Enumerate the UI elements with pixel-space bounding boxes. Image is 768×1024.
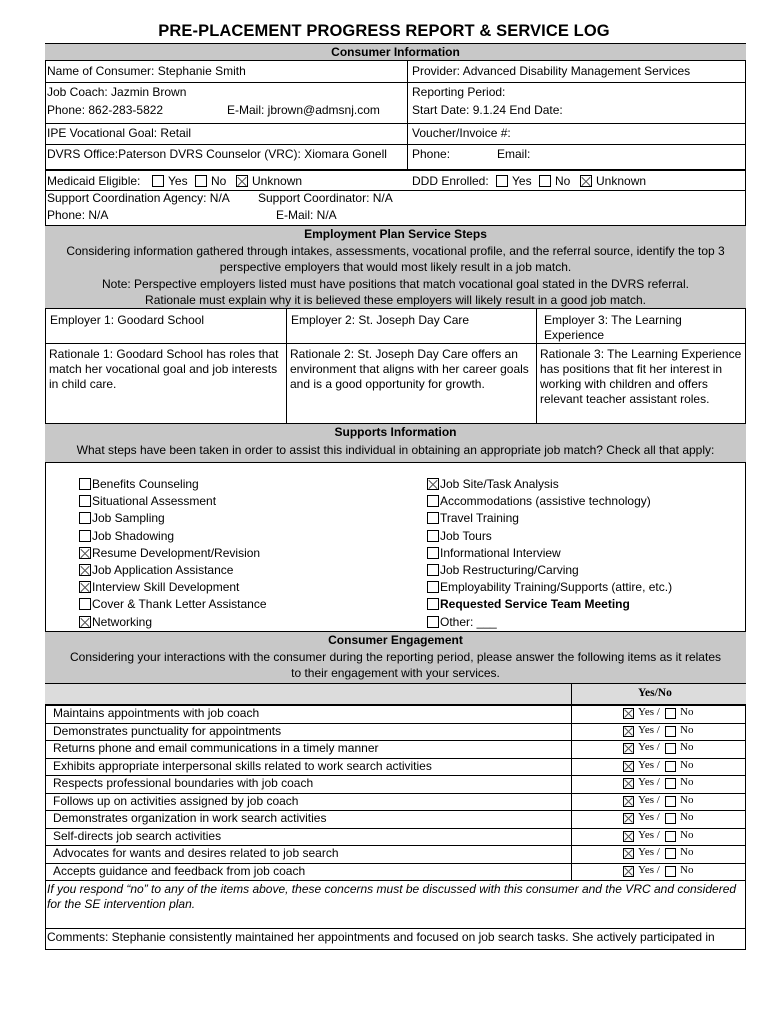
comments: Comments: Stephanie consistently maintained her appointments and focused on job search tasks. She actively participated in	[47, 930, 715, 944]
medicaid-unknown-checkbox[interactable]	[236, 175, 248, 187]
row-divider	[45, 928, 746, 929]
reporting-period: Reporting Period:	[412, 85, 506, 99]
engagement-yes-label: Yes /	[638, 863, 660, 876]
engagement-yes-checkbox[interactable]	[623, 866, 634, 877]
engagement-no-checkbox[interactable]	[665, 708, 676, 719]
consumer-name: Name of Consumer: Stephanie Smith	[47, 64, 246, 78]
column-divider	[286, 309, 287, 423]
engagement-item-label: Returns phone and email communications in a timely manner	[53, 741, 379, 755]
dvrs-office: DVRS Office:Paterson DVRS Counselor (VRC): Xiomara Gonell	[47, 147, 387, 161]
support-label: Networking	[92, 614, 153, 629]
engagement-yes-label: Yes /	[638, 811, 660, 823]
engagement-item-label: Demonstrates punctuality for appointments	[53, 723, 282, 738]
row-divider	[45, 144, 746, 145]
support-checkbox[interactable]	[79, 598, 91, 610]
supports-question: What steps have been taken in order to assist this individual in obtaining an appropriate job match? Check all that apply:	[76, 442, 715, 457]
support-label: Informational Interview	[440, 545, 561, 560]
engagement-yes-label: Yes /	[638, 776, 660, 788]
support-label: Interview Skill Development	[92, 580, 240, 595]
engagement-no-checkbox[interactable]	[665, 831, 676, 842]
medicaid-label: Medicaid Eligible:	[47, 174, 141, 188]
medicaid-no-checkbox[interactable]	[195, 175, 207, 187]
medicaid-yes-label: Yes	[168, 174, 188, 188]
engagement-yes-checkbox[interactable]	[623, 831, 634, 842]
engagement-item-label: Maintains appointments with job coach	[53, 706, 260, 720]
row-divider	[45, 880, 746, 881]
engagement-no-label: No	[680, 846, 694, 858]
vrc-email: Email:	[497, 147, 531, 161]
column-divider	[536, 309, 537, 423]
engagement-yes-checkbox[interactable]	[623, 813, 634, 824]
engagement-no-label: No	[680, 706, 694, 718]
vrc-phone: Phone:	[412, 147, 451, 161]
engagement-yes-label: Yes /	[638, 758, 660, 771]
engagement-item-label: Self-directs job search activities	[53, 828, 222, 843]
employer-1: Employer 1: Goodard School	[50, 313, 205, 327]
engagement-yes-label: Yes /	[638, 723, 660, 736]
engagement-yes-checkbox[interactable]	[623, 761, 634, 772]
engagement-item-label: Respects professional boundaries with job coach	[53, 776, 314, 790]
reporting-dates: Start Date: 9.1.24 End Date:	[412, 103, 563, 117]
support-checkbox[interactable]	[79, 530, 91, 542]
engagement-yes-checkbox[interactable]	[623, 743, 634, 754]
engagement-no-checkbox[interactable]	[665, 848, 676, 859]
engagement-yes-checkbox[interactable]	[623, 796, 634, 807]
row-divider	[45, 82, 746, 83]
engagement-instructions-2: to their engagement with your services.	[291, 666, 500, 680]
supports-header: Supports Information What steps have been taken in order to assist this individual in obtaining an appropriate job match? Check all that apply:	[45, 423, 746, 463]
support-label: Job Restructuring/Carving	[440, 563, 579, 577]
support-checkbox[interactable]	[427, 478, 439, 490]
support-label: Situational Assessment	[92, 494, 217, 509]
sc-email: E-Mail: N/A	[276, 208, 337, 222]
support-checkbox[interactable]	[427, 564, 439, 576]
engagement-yes-label: Yes /	[638, 741, 660, 753]
provider: Provider: Advanced Disability Management Services	[412, 64, 691, 78]
row-divider	[45, 123, 746, 124]
employment-plan-instructions-2: perspective employers that would most likely result in a job match.	[219, 260, 572, 274]
support-checkbox[interactable]	[427, 547, 439, 559]
engagement-item-label: Exhibits appropriate interpersonal skills related to work search activities	[53, 758, 432, 773]
support-label: Job Sampling	[92, 511, 165, 526]
support-label: Job Application Assistance	[92, 563, 234, 577]
medicaid-no-label: No	[211, 174, 227, 188]
engagement-no-label: No	[680, 776, 694, 788]
ddd-yes-checkbox[interactable]	[496, 175, 508, 187]
rationale-1: Rationale 1: Goodard School has roles that match her vocational goal and job interests in child care.	[49, 347, 279, 391]
medicaid-unknown-label: Unknown	[252, 174, 303, 188]
row-divider	[45, 169, 746, 171]
support-label: Requested Service Team Meeting	[440, 597, 630, 612]
medicaid-yes-checkbox[interactable]	[152, 175, 164, 187]
support-checkbox[interactable]	[79, 478, 91, 490]
support-checkbox[interactable]	[79, 512, 91, 524]
engagement-yes-checkbox[interactable]	[623, 726, 634, 737]
employment-plan-rationale-note: Rationale must explain why it is believed these employers will likely result in a good job match.	[145, 293, 646, 307]
engagement-no-checkbox[interactable]	[665, 796, 676, 807]
support-checkbox[interactable]	[79, 581, 91, 593]
engagement-header: Consumer Engagement Considering your interactions with the consumer during the reporting period, please answer the following items as it relates to their engagement with your services.	[45, 631, 746, 684]
engagement-yes-checkbox[interactable]	[623, 848, 634, 859]
engagement-note: If you respond “no” to any of the items above, these concerns must be discussed with this consumer and the VRC and considered for the SE intervention plan.	[47, 882, 737, 911]
engagement-item-label: Follows up on activities assigned by job coach	[53, 793, 299, 808]
engagement-no-checkbox[interactable]	[665, 866, 676, 877]
support-label: Resume Development/Revision	[92, 545, 261, 560]
engagement-no-label: No	[680, 723, 694, 736]
engagement-yes-label: Yes /	[638, 793, 660, 806]
ddd-no-checkbox[interactable]	[539, 175, 551, 187]
page-title: PRE-PLACEMENT PROGRESS REPORT & SERVICE LOG	[158, 22, 610, 40]
support-checkbox[interactable]	[79, 547, 91, 559]
ddd-unknown-checkbox[interactable]	[580, 175, 592, 187]
support-label: Travel Training	[440, 511, 519, 526]
engagement-no-label: No	[680, 741, 694, 753]
support-checkbox[interactable]	[79, 495, 91, 507]
ddd-unknown-label: Unknown	[596, 174, 647, 188]
support-label: Job Tours	[440, 528, 492, 543]
engagement-no-label: No	[680, 758, 694, 771]
engagement-no-checkbox[interactable]	[665, 743, 676, 754]
job-coach-email: E-Mail: jbrown@admsnj.com	[227, 103, 380, 117]
engagement-item-label: Demonstrates organization in work search activities	[53, 811, 327, 825]
job-coach: Job Coach: Jazmin Brown	[47, 85, 187, 99]
support-label: Job Site/Task Analysis	[440, 477, 559, 491]
support-label: Other: ___	[440, 614, 497, 629]
support-label: Benefits Counseling	[92, 477, 199, 491]
support-label: Cover & Thank Letter Assistance	[92, 597, 267, 612]
engagement-yes-label: Yes /	[638, 706, 660, 718]
support-checkbox[interactable]	[427, 616, 439, 628]
ddd-label: DDD Enrolled:	[412, 174, 489, 188]
support-label: Employability Training/Supports (attire, etc.)	[440, 580, 673, 595]
support-checkbox[interactable]	[427, 581, 439, 593]
employment-plan-header: Employment Plan Service Steps Considering information gathered through intakes, assessments, vocational profile, and the referral source, identify the top 3 perspective employers that would most likely result in a job match. Note: Perspective employers listed must have positions that match vocational goal stated in the DVRS referral. Rationale must explain why it is believed these employers will likely result in a good job match.	[45, 225, 746, 309]
voucher: Voucher/Invoice #:	[412, 126, 511, 140]
rationale-3: Rationale 3: The Learning Experience has positions that fit her interest in working with children and offers relevant teacher assistant roles.	[540, 347, 742, 406]
engagement-no-checkbox[interactable]	[665, 761, 676, 772]
job-coach-phone: Phone: 862-283-5822	[47, 103, 164, 117]
support-agency: Support Coordination Agency: N/A	[47, 191, 230, 205]
engagement-yes-label: Yes /	[638, 828, 660, 841]
support-checkbox[interactable]	[79, 564, 91, 576]
column-divider	[571, 684, 572, 881]
engagement-no-label: No	[680, 863, 694, 876]
sc-phone: Phone: N/A	[47, 208, 109, 222]
ddd-yes-label: Yes	[512, 174, 532, 188]
yes-no-header: Yes/No	[638, 687, 672, 699]
support-checkbox[interactable]	[79, 616, 91, 628]
engagement-item-label: Advocates for wants and desires related to job search	[53, 846, 339, 860]
support-checkbox[interactable]	[427, 598, 439, 610]
engagement-instructions-1: Considering your interactions with the consumer during the reporting period, please answer the following items as it relates	[69, 649, 721, 664]
ddd-no-label: No	[555, 174, 571, 188]
row-divider	[45, 343, 746, 344]
employment-plan-note: Note: Perspective employers listed must have positions that match vocational goal stated in the DVRS referral.	[102, 276, 689, 291]
rationale-2: Rationale 2: St. Joseph Day Care offers an environment that aligns with her career goals and is a good opportunity for growth.	[290, 347, 529, 391]
support-coordinator: Support Coordinator: N/A	[258, 191, 393, 205]
ipe-goal: IPE Vocational Goal: Retail	[47, 126, 192, 140]
engagement-no-label: No	[680, 828, 694, 841]
engagement-no-label: No	[680, 793, 694, 806]
engagement-item-label: Accepts guidance and feedback from job coach	[53, 863, 306, 878]
column-divider	[407, 61, 408, 169]
support-checkbox[interactable]	[427, 495, 439, 507]
engagement-yes-checkbox[interactable]	[623, 778, 634, 789]
employer-3: Employer 3: The Learning Experience	[544, 313, 682, 342]
employment-plan-instructions-1: Considering information gathered through intakes, assessments, vocational profile, and the referral source, identify the top 3	[66, 243, 725, 258]
support-checkbox[interactable]	[427, 512, 439, 524]
consumer-info-header: Consumer Information	[45, 43, 746, 61]
engagement-yes-checkbox[interactable]	[623, 708, 634, 719]
support-checkbox[interactable]	[427, 530, 439, 542]
engagement-no-checkbox[interactable]	[665, 813, 676, 824]
engagement-no-checkbox[interactable]	[665, 778, 676, 789]
support-label: Job Shadowing	[92, 528, 175, 543]
engagement-no-checkbox[interactable]	[665, 726, 676, 737]
employer-2: Employer 2: St. Joseph Day Care	[291, 313, 470, 327]
engagement-no-label: No	[680, 811, 694, 823]
support-label: Accommodations (assistive technology)	[440, 494, 651, 509]
engagement-yes-label: Yes /	[638, 846, 660, 858]
